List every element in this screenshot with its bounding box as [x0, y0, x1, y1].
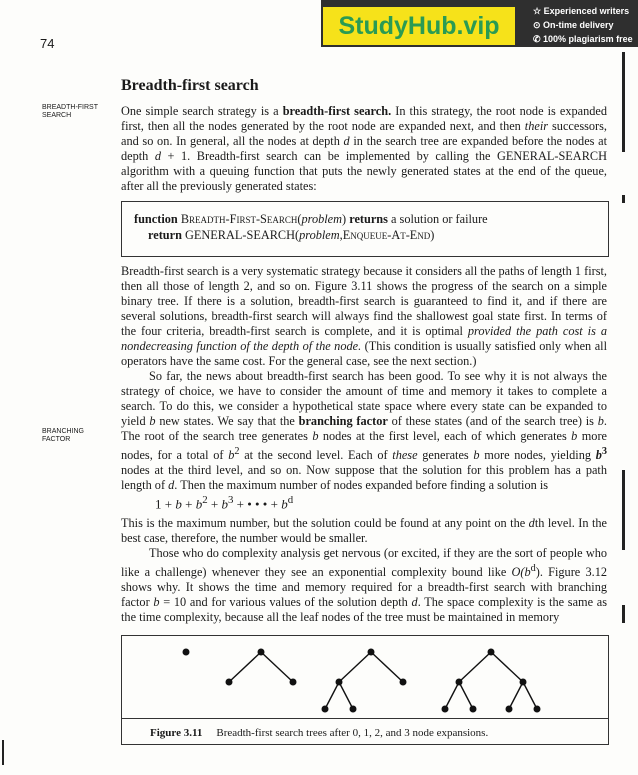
tree-edge [523, 682, 537, 709]
tree-0-expansions [183, 649, 190, 656]
tree-edge [459, 652, 491, 682]
algorithm-line-1: function Breadth-First-Search(problem) returns a solution or failure [134, 212, 488, 226]
tree-edge [445, 682, 459, 709]
tree-node [258, 649, 265, 656]
tree-node [336, 679, 343, 686]
paragraph-maximum: This is the maximum number, but the solution could be found at any point on the dth level. In the best case, therefore, the number would be smaller. [121, 516, 607, 545]
tree-node [290, 679, 297, 686]
tree-node [350, 706, 357, 713]
tree-node [456, 679, 463, 686]
tree-node [506, 706, 513, 713]
tree-edge [229, 652, 261, 682]
section-heading: Breadth-first search [121, 77, 259, 94]
tree-node [400, 679, 407, 686]
tree-edge [339, 682, 353, 709]
tree-node [470, 706, 477, 713]
tree-node [183, 649, 190, 656]
margin-note-branching-factor: BRANCHING FACTOR [42, 428, 85, 443]
studyhub-logo[interactable]: StudyHub.vip [323, 7, 515, 45]
tree-edge [325, 682, 339, 709]
tree-edge [509, 682, 523, 709]
page-edge-mark [622, 52, 625, 152]
tree-node [442, 706, 449, 713]
tree-node [488, 649, 495, 656]
paragraph-systematic: Breadth-first search is a very systematic strategy because it considers all the paths of length 1 first, then all those of length 2, and so on. Figure 3.11 shows the progress of the search on a simple binary tree. If there is a solution, breadth-first search is guaranteed to find it, and if there are several solutions, breadth-first search will always find the shallowest goal state first. In terms of the four criteria, breadth-first search is complete, and it is optimal provided the path cost is a nondecreasing function of the depth of the node. (This condition is usually satisfied only when all operators have the same cost. For the general case, see the next section.) [121, 264, 607, 368]
tree-1-expansion [226, 649, 297, 686]
scan-edge-mark [2, 740, 4, 765]
tree-node [368, 649, 375, 656]
tree-node [322, 706, 329, 713]
figure-caption [150, 727, 488, 739]
feature-plagiarism-free: ✆ 100% plagiarism free [533, 34, 633, 44]
feature-on-time-delivery: ⊙ On-time delivery [533, 20, 614, 30]
tree-edge [339, 652, 371, 682]
figure-caption-divider [121, 718, 609, 719]
tree-edge [371, 652, 403, 682]
tree-2-expansions [322, 649, 407, 713]
figure-caption-text: Breadth-first search trees after 0, 1, 2, and 3 node expansions. [216, 727, 489, 739]
node-count-formula: $1 + b + b^2 + b^3$ + • • • + $b^d$ [155, 494, 294, 512]
body-text-complexity [121, 516, 607, 625]
tree-edge [459, 682, 473, 709]
page-number: 74 [40, 36, 55, 51]
paragraph-complexity: Those who do complexity analysis get nervous (or excited, if they are the sort of people who like a challenge) whenever they see an exponential complexity bound like $O(b^d)$. Figure 3.12 shows why. It shows the time and memory required for a breadth-first search with branching factor b = 10 and for various values of the solution depth d. The space complexity is the same as the time complexity, because all the leaf nodes of the tree must be maintained in memory [121, 546, 607, 625]
tree-edge [491, 652, 523, 682]
paragraph-intro: One simple search strategy is a breadth-first search. In this strategy, the root node is expanded first, then all the nodes generated by the root node are expanded next, and then their successors, and so on. In general, all the nodes at depth d in the search tree are expanded before the nodes at depth d + 1. Breadth-first search can be implemented by calling the GENERAL-SEARCH algorithm with a queuing function that puts the newly generated states at the end of the queue, after all the previously generated states: [121, 104, 607, 193]
algorithm-box [121, 201, 609, 257]
tree-node [226, 679, 233, 686]
page-edge-mark [622, 195, 625, 203]
figure-label: Figure 3.11 [150, 727, 203, 739]
tree-edge [261, 652, 293, 682]
page-edge-mark [622, 605, 625, 623]
algorithm-line-2: return GENERAL-SEARCH(problem,Enqueue-At-End) [148, 228, 435, 242]
tree-node [520, 679, 527, 686]
tree-3-expansions [442, 649, 541, 713]
paragraph-branching: So far, the news about breadth-first search has been good. To see why it is not always the strategy of choice, we have to consider the amount of time and memory it takes to complete a search. To do this, we consider a hypothetical state space where every state can be expanded to yield b new states. We say that the branching factor of these states (and of the search tree) is b. The root of the search tree generates b nodes at the first level, each of which generates b more nodes, for a total of $b^2$ at the second level. Each of these generates b more nodes, yielding $b^3$ nodes at the third level, and so on. Now suppose that the solution for this problem has a path length of d. Then the maximum number of nodes expanded before finding a solution is [121, 369, 608, 493]
margin-note-bfs: BREADTH-FIRST SEARCH [42, 104, 98, 119]
body-text [121, 264, 607, 493]
figure-3-11-trees [121, 635, 609, 718]
feature-experienced-writers: ☆ Experienced writers [533, 6, 630, 16]
page-edge-mark [622, 470, 625, 550]
tree-node [534, 706, 541, 713]
